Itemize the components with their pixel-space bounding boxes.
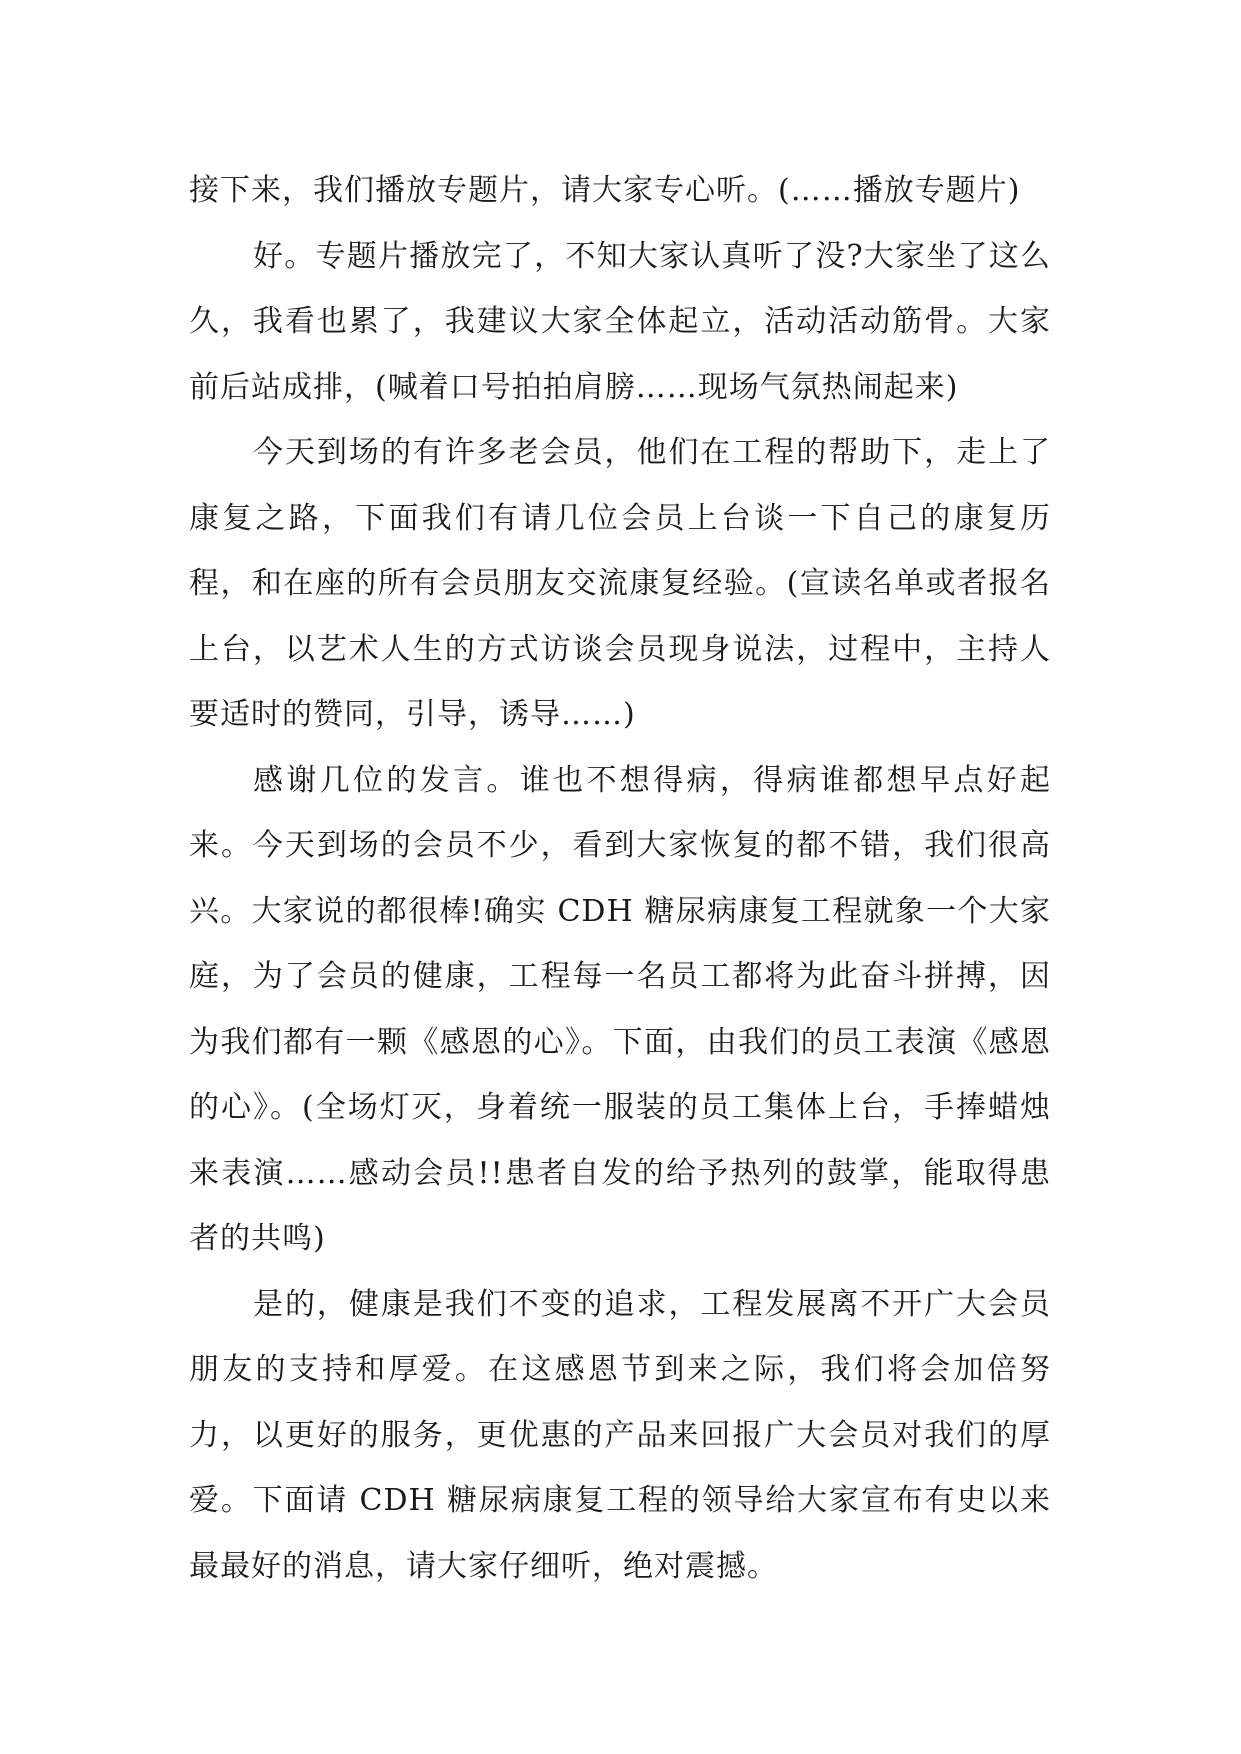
paragraph-4: 感谢几位的发言。谁也不想得病，得病谁都想早点好起来。今天到场的会员不少，看到大家恢复的都不错，我们很高兴。大家说的都很棒!确实 CDH 糖尿病康复工程就象一个大家庭，为了会员的健康，工程每一名员工都将为此奋斗拼搏，因为我们都有一颗《感恩的心》。下面，由我们的员工表演《感恩的心》。(全场灯灭，身着统一服装的员工集体上台，手捧蜡烛来表演……感动会员!!患者自发的给予热列的鼓掌，能取得患者的共鸣) — [189, 762, 1051, 1256]
paragraph-2: 好。专题片播放完了，不知大家认真听了没?大家坐了这么久，我看也累了，我建议大家全体起立，活动活动筋骨。大家前后站成排，(喊着口号拍拍肩膀……现场气氛热闹起来) — [189, 238, 1051, 405]
document-page — [189, 158, 1051, 1599]
paragraph-5: 是的，健康是我们不变的追求，工程发展离不开广大会员朋友的支持和厚爱。在这感恩节到来之际，我们将会加倍努力，以更好的服务，更优惠的产品来回报广大会员对我们的厚爱。下面请 CDH 糖尿病康复工程的领导给大家宣布有史以来最最好的消息，请大家仔细听，绝对震撼。 — [189, 1286, 1051, 1584]
paragraph-1: 接下来，我们播放专题片，请大家专心听。(……播放专题片) — [189, 173, 1021, 208]
paragraph-3: 今天到场的有许多老会员，他们在工程的帮助下，走上了康复之路，下面我们有请几位会员上台谈一下自己的康复历程，和在座的所有会员朋友交流康复经验。(宣读名单或者报名上台，以艺术人生的方式访谈会员现身说法，过程中，主持人要适时的赞同，引导，诱导……) — [189, 435, 1051, 732]
